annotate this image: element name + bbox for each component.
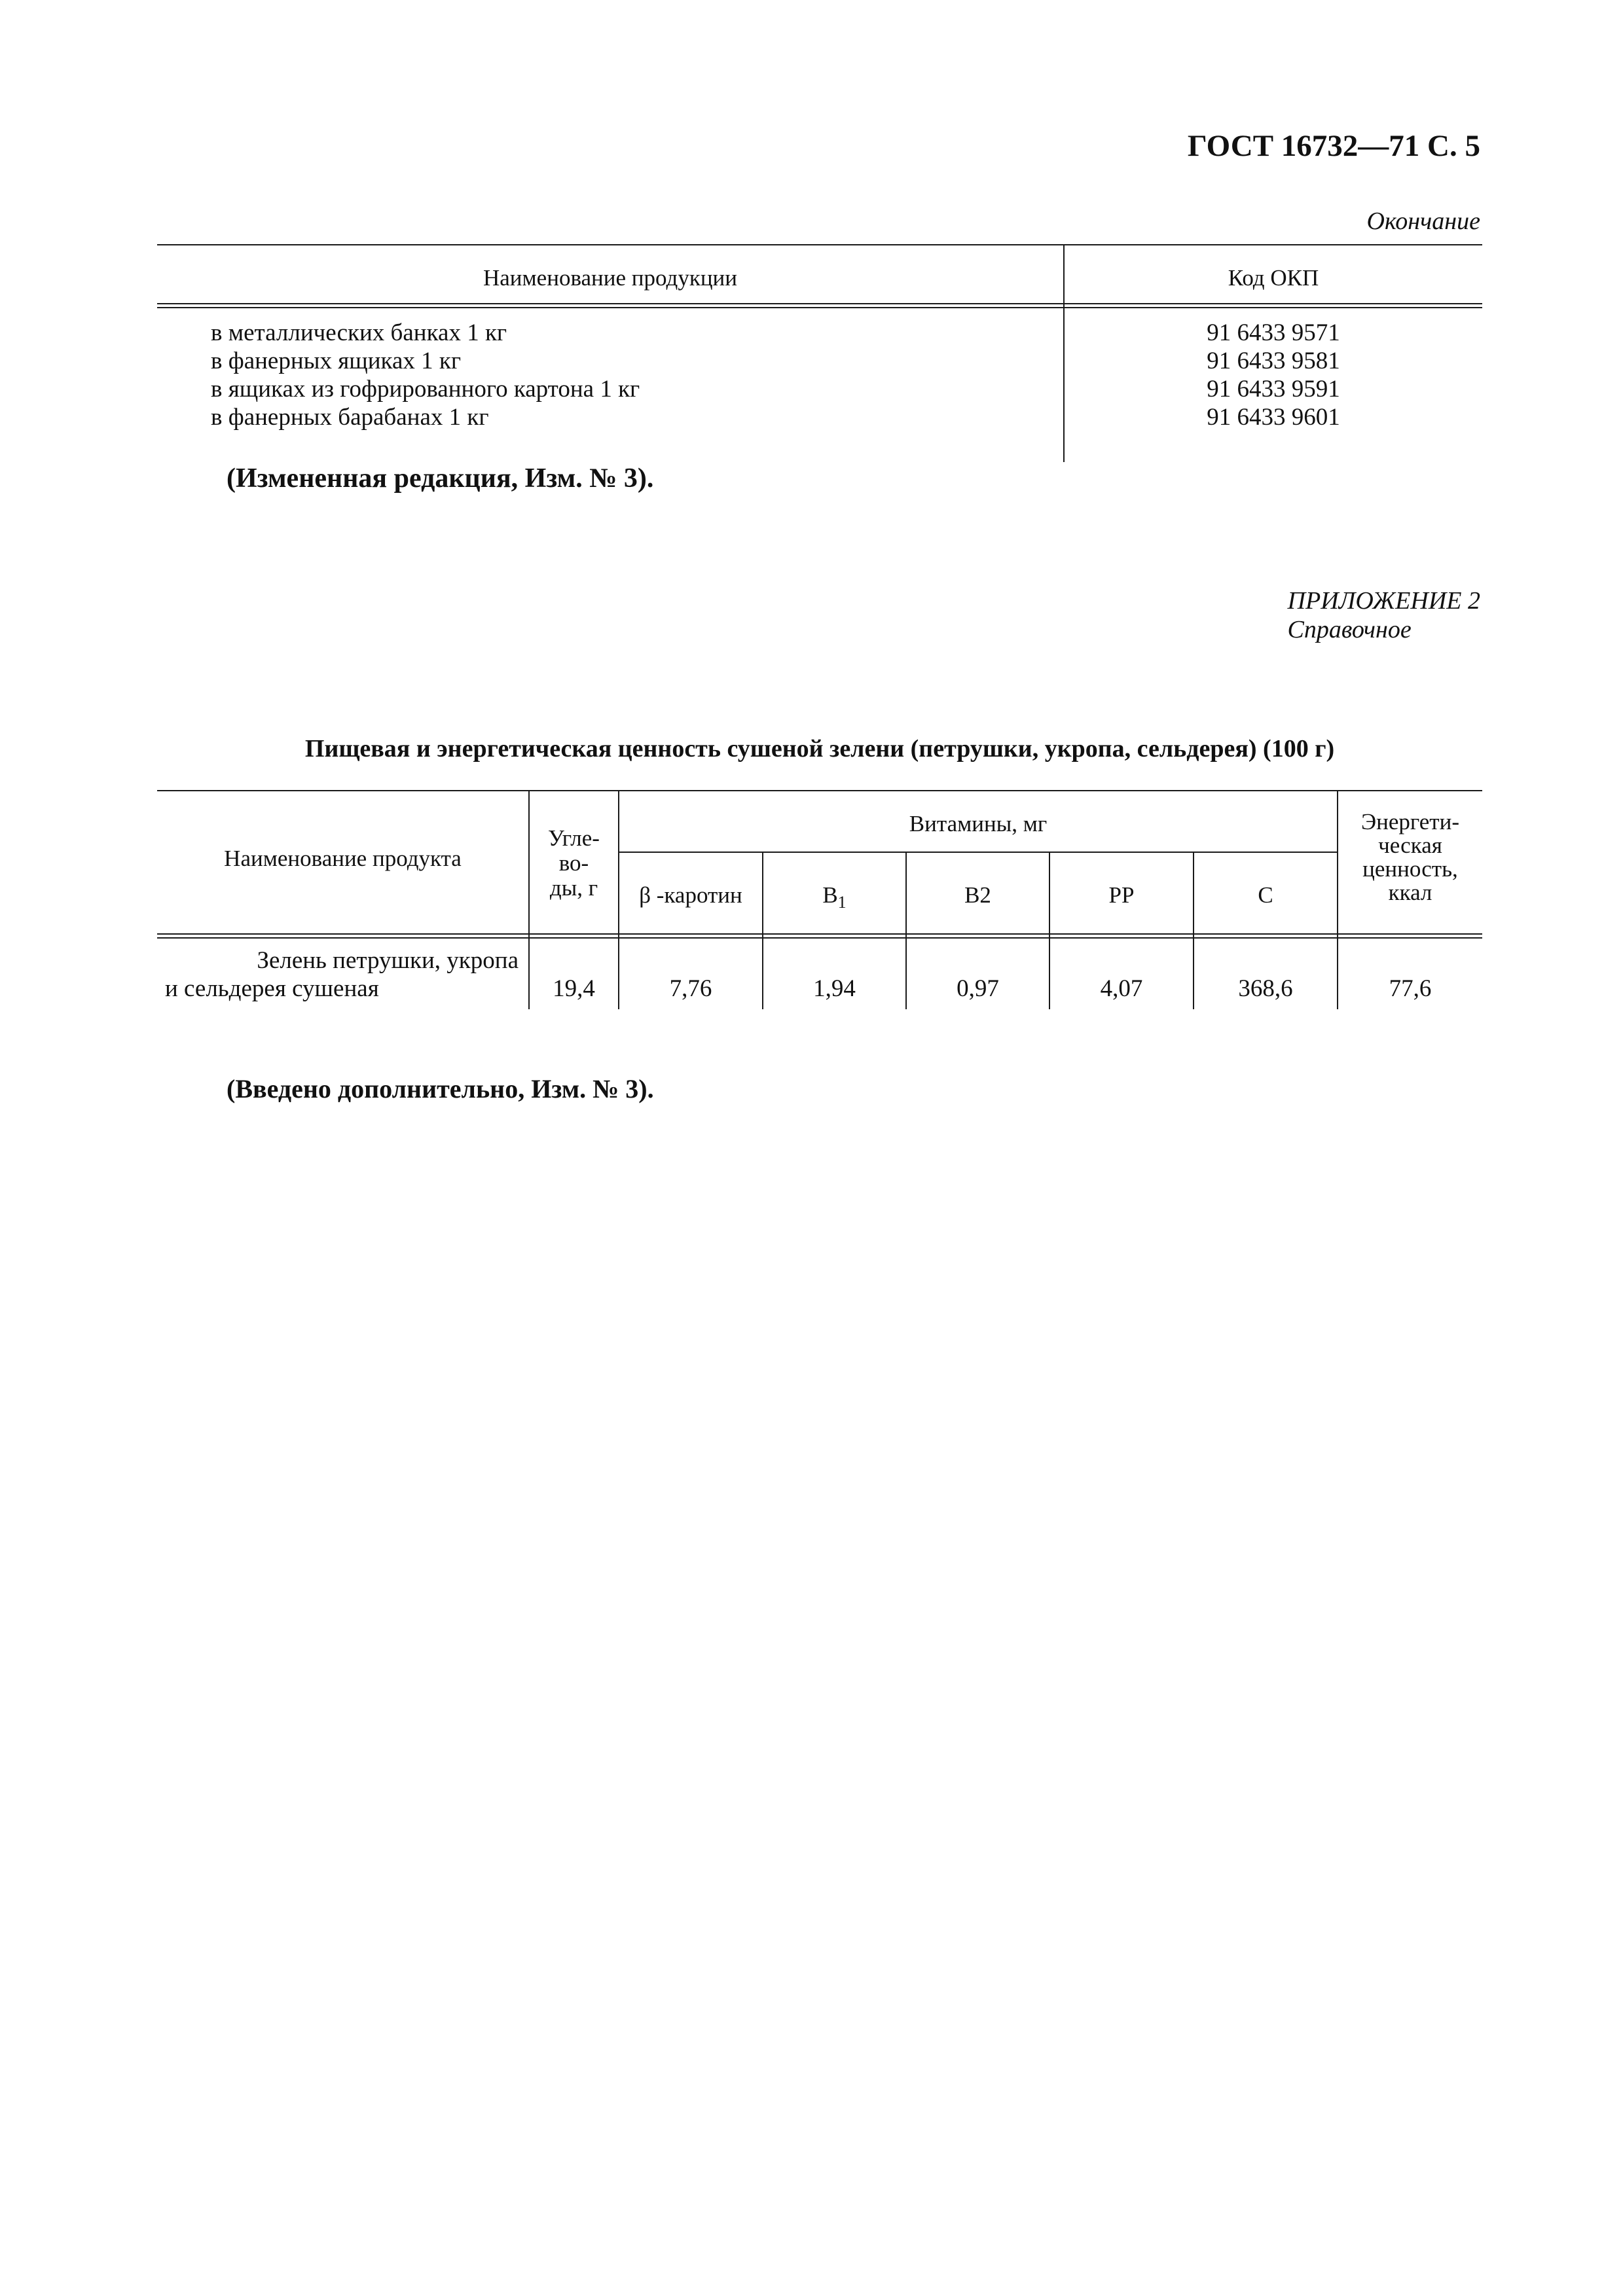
okp-row-name: в ящиках из гофрированного картона 1 кг bbox=[211, 376, 640, 403]
appendix-number: ПРИЛОЖЕНИЕ 2 bbox=[1287, 587, 1480, 615]
okp-row-code: 91 6433 9571 bbox=[1207, 319, 1340, 346]
col-header-energy-line: ккал bbox=[1388, 880, 1432, 905]
col-header-b2: B2 bbox=[964, 882, 991, 908]
okp-table-header-rule bbox=[157, 303, 1482, 304]
okp-table-header-rule-double bbox=[157, 307, 1482, 308]
appendix-label bbox=[1288, 586, 1480, 644]
okp-col-header-name: Наименование продукции bbox=[483, 265, 738, 291]
appendix-type: Справочное bbox=[1287, 616, 1412, 643]
amendment-note: (Измененная редакция, Изм. № 3). bbox=[227, 463, 654, 493]
col-header-carbs-line: Угле- bbox=[548, 825, 600, 851]
cell-energy: 77,6 bbox=[1389, 975, 1432, 1002]
cell-pp: 4,07 bbox=[1100, 975, 1143, 1002]
col-header-energy-line: ческая bbox=[1378, 833, 1442, 858]
cell-c: 368,6 bbox=[1238, 975, 1293, 1002]
okp-row-name: в металлических банках 1 кг bbox=[211, 319, 507, 346]
okp-table-top-rule bbox=[157, 244, 1482, 245]
table-row-product bbox=[165, 946, 519, 1003]
col-header-c: C bbox=[1258, 882, 1273, 908]
col-header-b1-letter: B bbox=[822, 882, 838, 908]
cell-b1: 1,94 bbox=[813, 975, 856, 1002]
col-header-energy bbox=[1338, 810, 1482, 905]
addition-note: (Введено дополнительно, Изм. № 3). bbox=[227, 1074, 654, 1103]
page-header: ГОСТ 16732—71 С. 5 bbox=[1187, 129, 1480, 163]
nutrition-table-title: Пищевая и энергетическая ценность сушеной зелени (петрушки, укропа, сельдерея) (100 г) bbox=[304, 735, 1335, 762]
okp-row-name: в фанерных барабанах 1 кг bbox=[211, 404, 489, 431]
cell-carbs: 19,4 bbox=[553, 975, 595, 1002]
continuation-label: Окончание bbox=[1366, 207, 1480, 235]
col-header-carbs bbox=[530, 826, 618, 901]
col-header-b1 bbox=[763, 882, 905, 912]
okp-col-header-code: Код ОКП bbox=[1228, 265, 1319, 291]
col-header-beta-carotene: β -каротин bbox=[639, 882, 742, 908]
okp-row-name: в фанерных ящиках 1 кг bbox=[211, 348, 462, 374]
col-header-energy-line: Энергети- bbox=[1361, 809, 1459, 834]
col-header-carbs-line: во- bbox=[558, 850, 589, 876]
cell-b2: 0,97 bbox=[957, 975, 999, 1002]
okp-row-code: 91 6433 9581 bbox=[1207, 348, 1340, 374]
okp-name-list bbox=[211, 319, 640, 431]
okp-row-code: 91 6433 9591 bbox=[1207, 376, 1340, 403]
nutrition-top-rule bbox=[157, 790, 1482, 791]
product-name-line: Зелень петрушки, укропа bbox=[257, 947, 519, 974]
col-header-carbs-line: ды, г bbox=[549, 875, 598, 901]
col-header-b1-subscript: 1 bbox=[837, 893, 847, 912]
col-header-product: Наименование продукта bbox=[224, 846, 462, 871]
product-name-line: и сельдерея сушеная bbox=[165, 975, 379, 1002]
nutrition-header-rule bbox=[157, 933, 1482, 935]
col-header-energy-line: ценность, bbox=[1362, 856, 1458, 882]
vitamins-group-rule bbox=[618, 852, 1337, 853]
col-header-pp: PP bbox=[1108, 882, 1135, 908]
nutrition-header-rule-double bbox=[157, 937, 1482, 939]
col-header-vitamins: Витамины, мг bbox=[909, 811, 1048, 836]
okp-code-list bbox=[1065, 319, 1482, 431]
okp-row-code: 91 6433 9601 bbox=[1207, 404, 1340, 431]
cell-beta-carotene: 7,76 bbox=[669, 975, 712, 1002]
